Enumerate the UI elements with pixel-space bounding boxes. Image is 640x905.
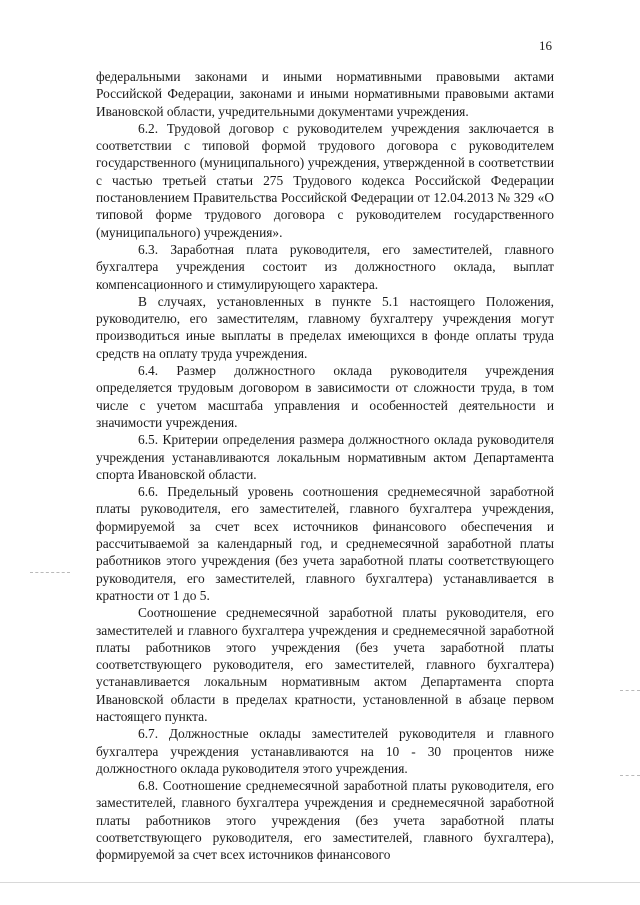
scan-artifact-mark [620,775,640,776]
paragraph-6-6-ratio: Соотношение среднемесячной заработной платы руководителя, его заместителей и главного бухгалтера учреждения и среднемесячной заработной платы работников этого учреждения (без учета заработной платы соответствующего руководителя, его заместителей, главного бухгалтера) устанавливается локальным нормативным актом Департамента спорта Ивановской области в пределах кратности, установленной в абзаце первом настоящего пункта. [96,605,554,724]
scan-artifact-line [0,882,640,883]
paragraph-6-4: 6.4. Размер должностного оклада руководителя учреждения определяется трудовым договором в зависимости от сложности труда, в том числе с учетом масштаба управления и особенностей деятельности и значимости учреждения. [96,363,554,430]
paragraph-6-5: 6.5. Критерии определения размера должностного оклада руководителя учреждения устанавливаются локальным нормативным актом Департамента спорта Ивановской области. [96,432,554,482]
paragraph-6-3: 6.3. Заработная плата руководителя, его заместителей, главного бухгалтера учреждения состоит из должностного оклада, выплат компенсационного и стимулирующего характера. [96,241,554,292]
page-number: 16 [539,38,552,53]
paragraph-6-8: 6.8. Соотношение среднемесячной заработной платы руководителя, его заместителей, главного бухгалтера учреждения и среднемесячной заработной платы работников этого учреждения (без учета заработной платы соответствующего руководителя, его заместителей, главного бухгалтера), формируемой за счет всех источников финансового [96,778,554,863]
paragraph-6-6: 6.6. Предельный уровень соотношения среднемесячной заработной платы руководителя, его заместителей, главного бухгалтера учреждения, формируемой за счет всех источников финансового обеспечения и рассчитываемой за календарный год, и среднемесячной заработной платы работников этого учреждения (без учета заработной платы соответствующего руководителя, его заместителей, главного бухгалтера) устанавливается в кратности от 1 до 5. [96,484,554,603]
paragraph-6-2: 6.2. Трудовой договор с руководителем учреждения заключается в соответствии с типовой формой трудового договора с руководителем государственного (муниципального) учреждения, утвержденной в соответствии с частью третьей статьи 275 Трудового кодекса Российской Федерации постановлением Правительства Российской Федерации от 12.04.2013 № 329 «О типовой форме трудового договора с руководителем государственного (муниципального) учреждения». [96,120,554,240]
paragraph-continuation: федеральными законами и иными нормативными правовыми актами Российской Федерации, законами и иными нормативными правовыми актами Ивановской области, учредительными документами учреждения. [96,69,554,119]
paragraph-6-7: 6.7. Должностные оклады заместителей руководителя и главного бухгалтера учреждения устанавливаются на 10 - 30 процентов ниже должностного оклада руководителя этого учреждения. [96,726,554,776]
paragraph-6-3-cases: В случаях, установленных в пункте 5.1 настоящего Положения, руководителю, его заместителям, главному бухгалтеру учреждения могут производиться иные выплаты в пределах имеющихся в фонде оплаты труда средств на оплату труда учреждения. [96,293,554,361]
scan-artifact-mark [620,690,640,691]
document-body [96,68,554,864]
scan-artifact-mark [30,572,70,573]
